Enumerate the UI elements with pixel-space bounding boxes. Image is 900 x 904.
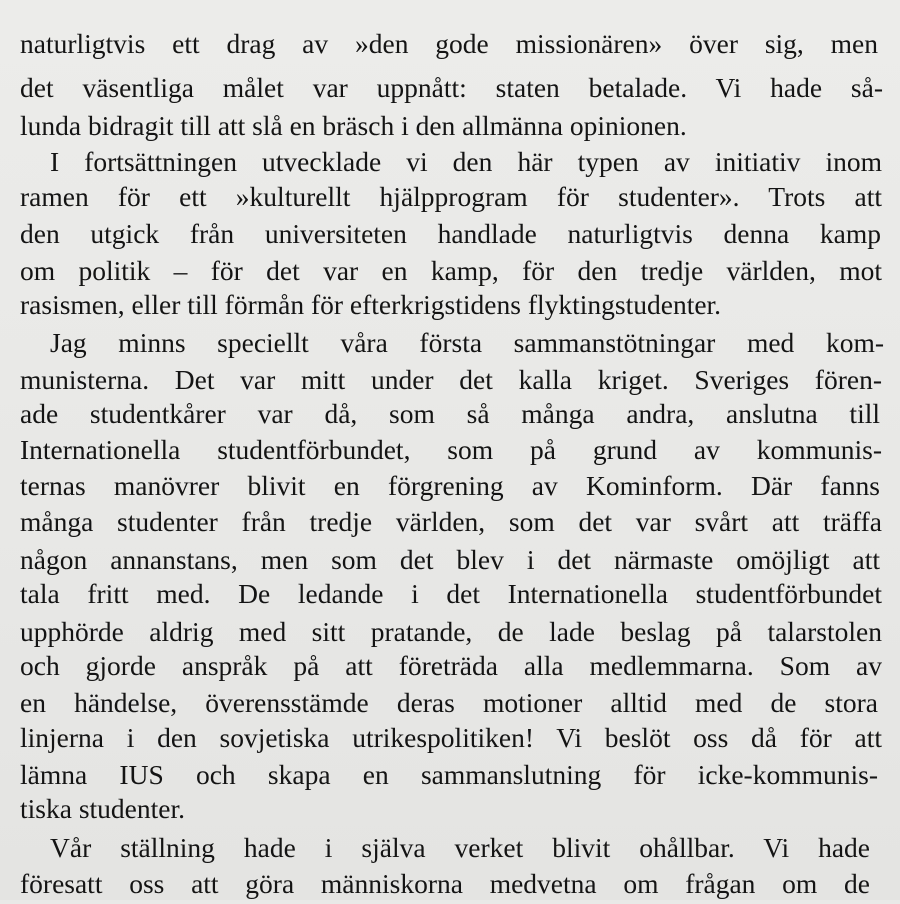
text-line: det väsentliga målet var uppnått: staten betalade. Vi hade så- [20, 72, 883, 103]
text-line: om politik – för det var en kamp, för den tredje världen, mot [20, 255, 882, 286]
text-line: ramen för ett »kulturellt hjälpprogram för studenter». Trots att [20, 181, 882, 212]
paragraph-start-line: Jag minns speciellt våra första sammanstötningar med kom- [50, 327, 884, 358]
text-line: munisterna. Det var mitt under det kalla kriget. Sveriges fören- [20, 364, 882, 395]
text-line: upphörde aldrig med sitt pratande, de lade beslag på talarstolen [20, 616, 882, 647]
text-line: linjerna i den sovjetiska utrikespolitiken! Vi beslöt oss då för att [20, 722, 882, 753]
text-line: och gjorde anspråk på att företräda alla medlemmarna. Som av [20, 650, 882, 681]
text-line: tala fritt med. De ledande i det Internationella studentförbundet [20, 578, 882, 609]
paragraph-start-line: Vår ställning hade i själva verket blivit ohållbar. Vi hade [50, 832, 870, 863]
text-line: naturligtvis ett drag av »den gode missionären» över sig, men [20, 28, 878, 59]
text-line: Internationella studentförbundet, som på grund av kommunis- [20, 434, 882, 465]
text-line: lämna IUS och skapa en sammanslutning för icke-kommunis- [20, 759, 878, 790]
text-line: ade studentkårer var då, som så många andra, anslutna till [20, 398, 880, 429]
text-line: många studenter från tredje världen, som det var svårt att träffa [20, 506, 882, 537]
text-line: en händelse, överensstämde deras motioner alltid med de stora [20, 687, 878, 718]
text-line: ternas manövrer blivit en förgrening av Kominform. Där fanns [20, 470, 880, 501]
text-line: lunda bidragit till att slå en bräsch i den allmänna opinionen. [20, 110, 687, 141]
text-line: någon annanstans, men som det blev i det närmaste omöjligt att [20, 544, 880, 575]
text-line: rasismen, eller till förmån för efterkrigstidens flyktingstudenter. [20, 289, 722, 320]
text-line: föresatt oss att göra människorna medvetna om frågan om de [20, 868, 870, 899]
paragraph-start-line: I fortsättningen utvecklade vi den här typen av initiativ inom [50, 146, 882, 177]
text-line: den utgick från universiteten handlade naturligtvis denna kamp [20, 218, 881, 249]
text-line: tiska studenter. [20, 793, 185, 824]
